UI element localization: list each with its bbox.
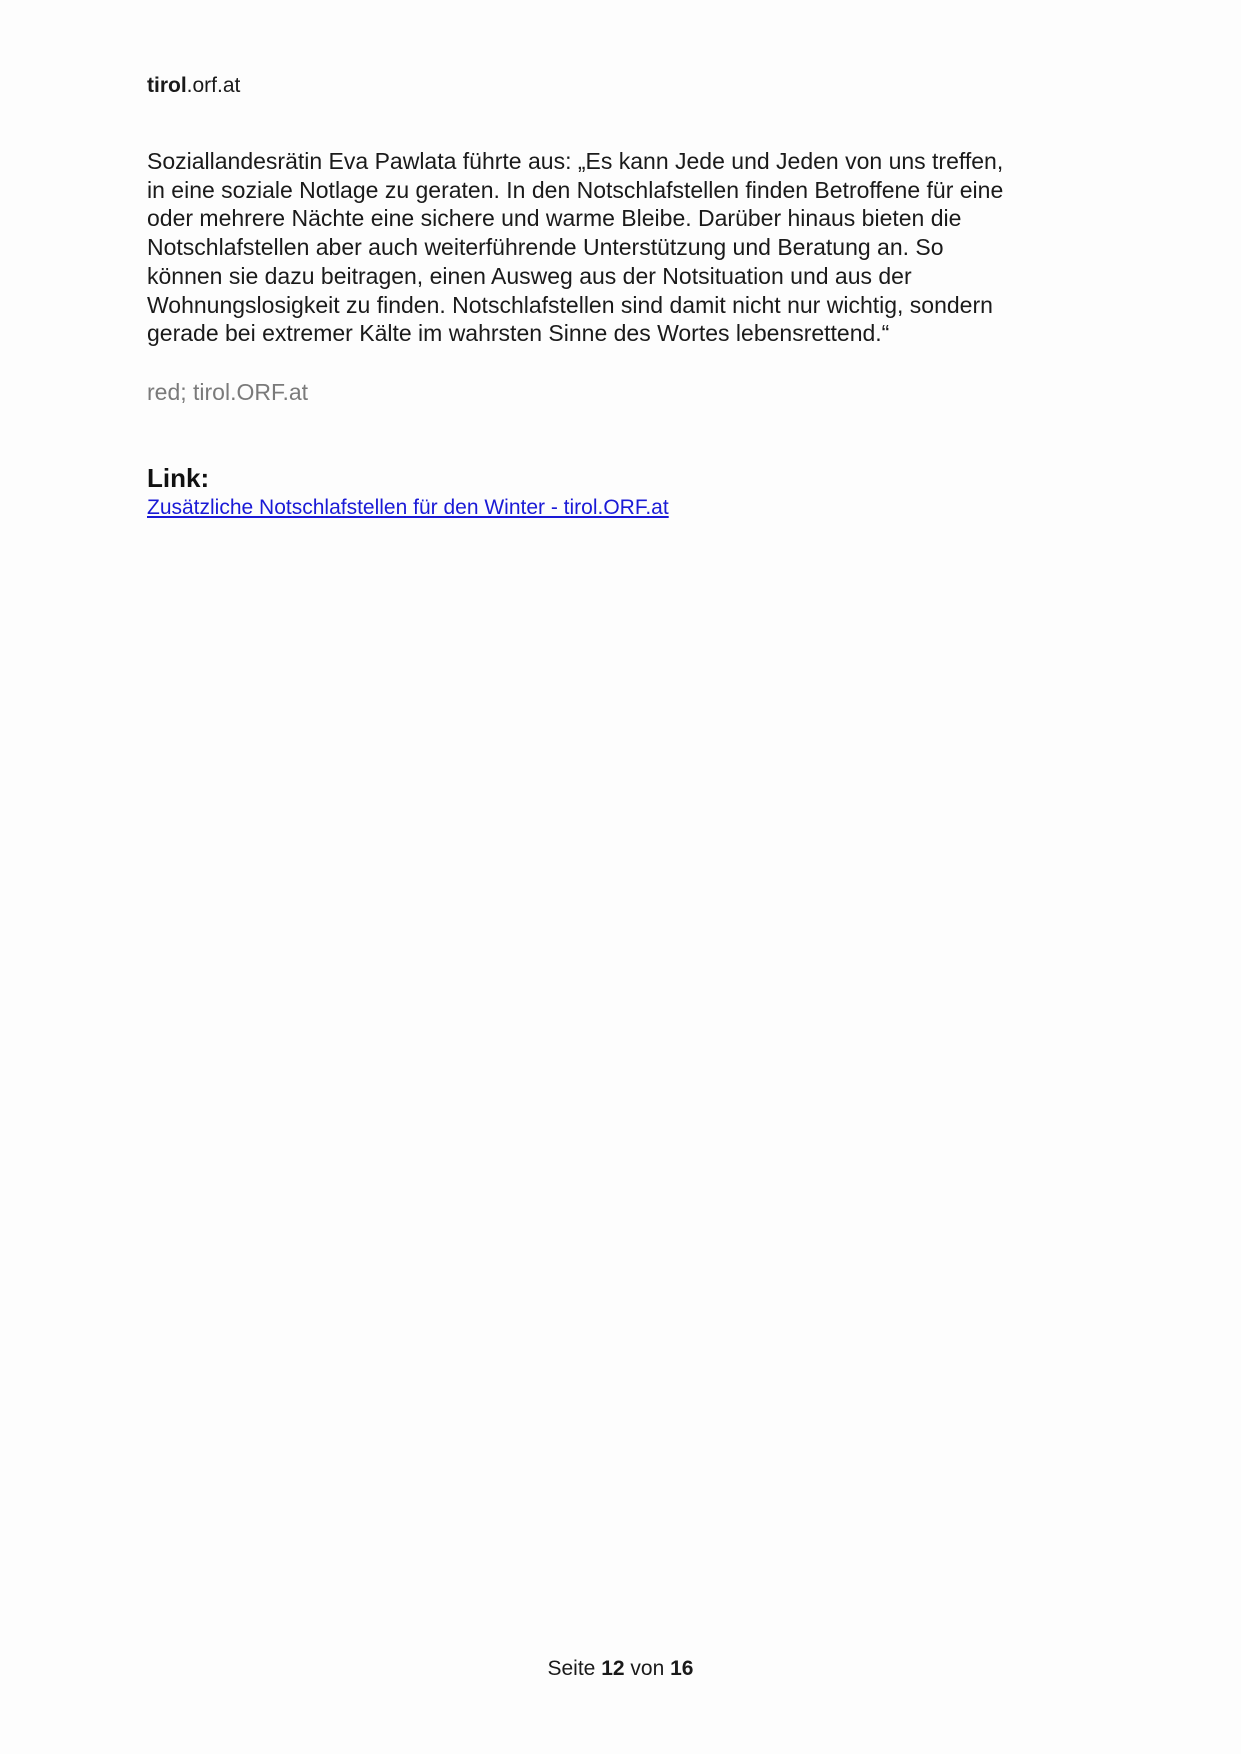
footer-separator: von [630,1657,665,1680]
paragraph-line: oder mehrere Nächte eine sichere und warme Bleibe. Darüber hinaus bieten die [147,205,962,232]
paragraph-line: können sie dazu beitragen, einen Ausweg aus der Notsituation und aus der [147,262,912,289]
link-heading: Link: [147,463,210,493]
footer-prefix: Seite [547,1657,596,1680]
paragraph-line: Notschlafstellen aber auch weiterführende Unterstützung und Beratung an. So [147,234,944,261]
paragraph-line: in eine soziale Notlage zu geraten. In den Notschlafstellen finden Betroffene für eine [147,176,1004,203]
footer-current-page: 12 [601,1657,625,1680]
footer-total-pages: 16 [670,1657,694,1680]
paragraph-line: Soziallandesrätin Eva Pawlata führte aus: „Es kann Jede und Jeden von uns treffen, [147,148,1004,174]
article-source: red; tirol.ORF.at [147,379,309,405]
article-link[interactable]: Zusätzliche Notschlafstellen für den Winter - tirol.ORF.at [147,496,669,519]
page-header [147,73,240,99]
page-footer [0,1656,1241,1682]
header-site-bold: tirol [147,74,187,97]
article-paragraph [147,147,1107,348]
header-site-rest: .orf.at [186,74,241,97]
paragraph-line: gerade bei extremer Kälte im wahrsten Sinne des Wortes lebensrettend.“ [147,320,890,347]
paragraph-line: Wohnungslosigkeit zu finden. Notschlafstellen sind damit nicht nur wichtig, sondern [147,291,993,318]
